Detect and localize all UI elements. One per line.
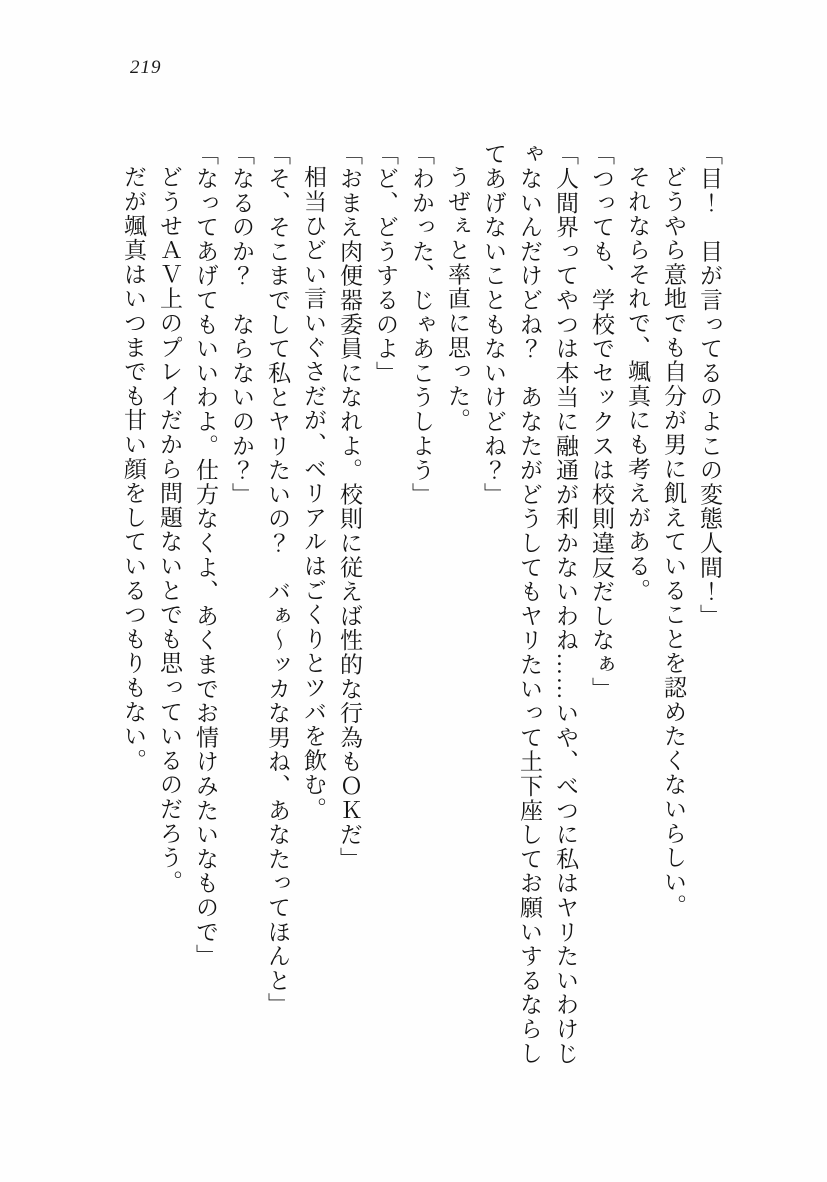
- paragraph: 相当ひどい言いぐさだが、ベリアルはごくりとツバを飲む。: [301, 165, 326, 822]
- paragraph: 「人間界ってやつは本当に融通が利かないわね……いや、べつに私はヤリたいわけじゃないんだけどね？ あなたがどうしてもヤリたいって土下座してお願いするならしてあげないこともないけどね？」: [481, 142, 578, 1066]
- paragraph: 「つっても、学校でセックスは校則違反だしなぁ」: [589, 142, 614, 701]
- paragraph: うぜぇと率直に思った。: [445, 165, 470, 433]
- paragraph: 「目！ 目が言ってるのよこの変態人間！」: [697, 142, 722, 628]
- paragraph: 「なってあげてもいいわよ。仕方なくよ、あくまでお情けみたいなもので」: [193, 142, 218, 969]
- paragraph: 「わかった、じゃあこうしよう」: [409, 142, 434, 507]
- paragraph: 「ど、どうするのよ」: [373, 142, 398, 385]
- paragraph: 「そ、そこまでして私とヤリたいの？ バぁ〜ッカな男ね、あなたってほんと」: [265, 142, 290, 1017]
- paragraph: どうせＡＶ上のプレイだから問題ないとでも思っているのだろう。: [157, 165, 182, 894]
- paragraph: 「おまえ肉便器委員になれよ。校則に従えば性的な行為もＯＫだ」: [337, 142, 362, 871]
- vertical-text-block: [102, 142, 727, 1072]
- paragraph: だが颯真はいつまでも甘い顔をしているつもりもない。: [121, 165, 146, 773]
- paragraph: 「なるのか？ ならないのか？」: [229, 142, 254, 507]
- paragraph: それならそれで、颯真にも考えがある。: [625, 165, 650, 603]
- paragraph: どうやら意地でも自分が男に飢えていることを認めたくないらしい。: [661, 165, 686, 919]
- page-number: 219: [130, 57, 162, 78]
